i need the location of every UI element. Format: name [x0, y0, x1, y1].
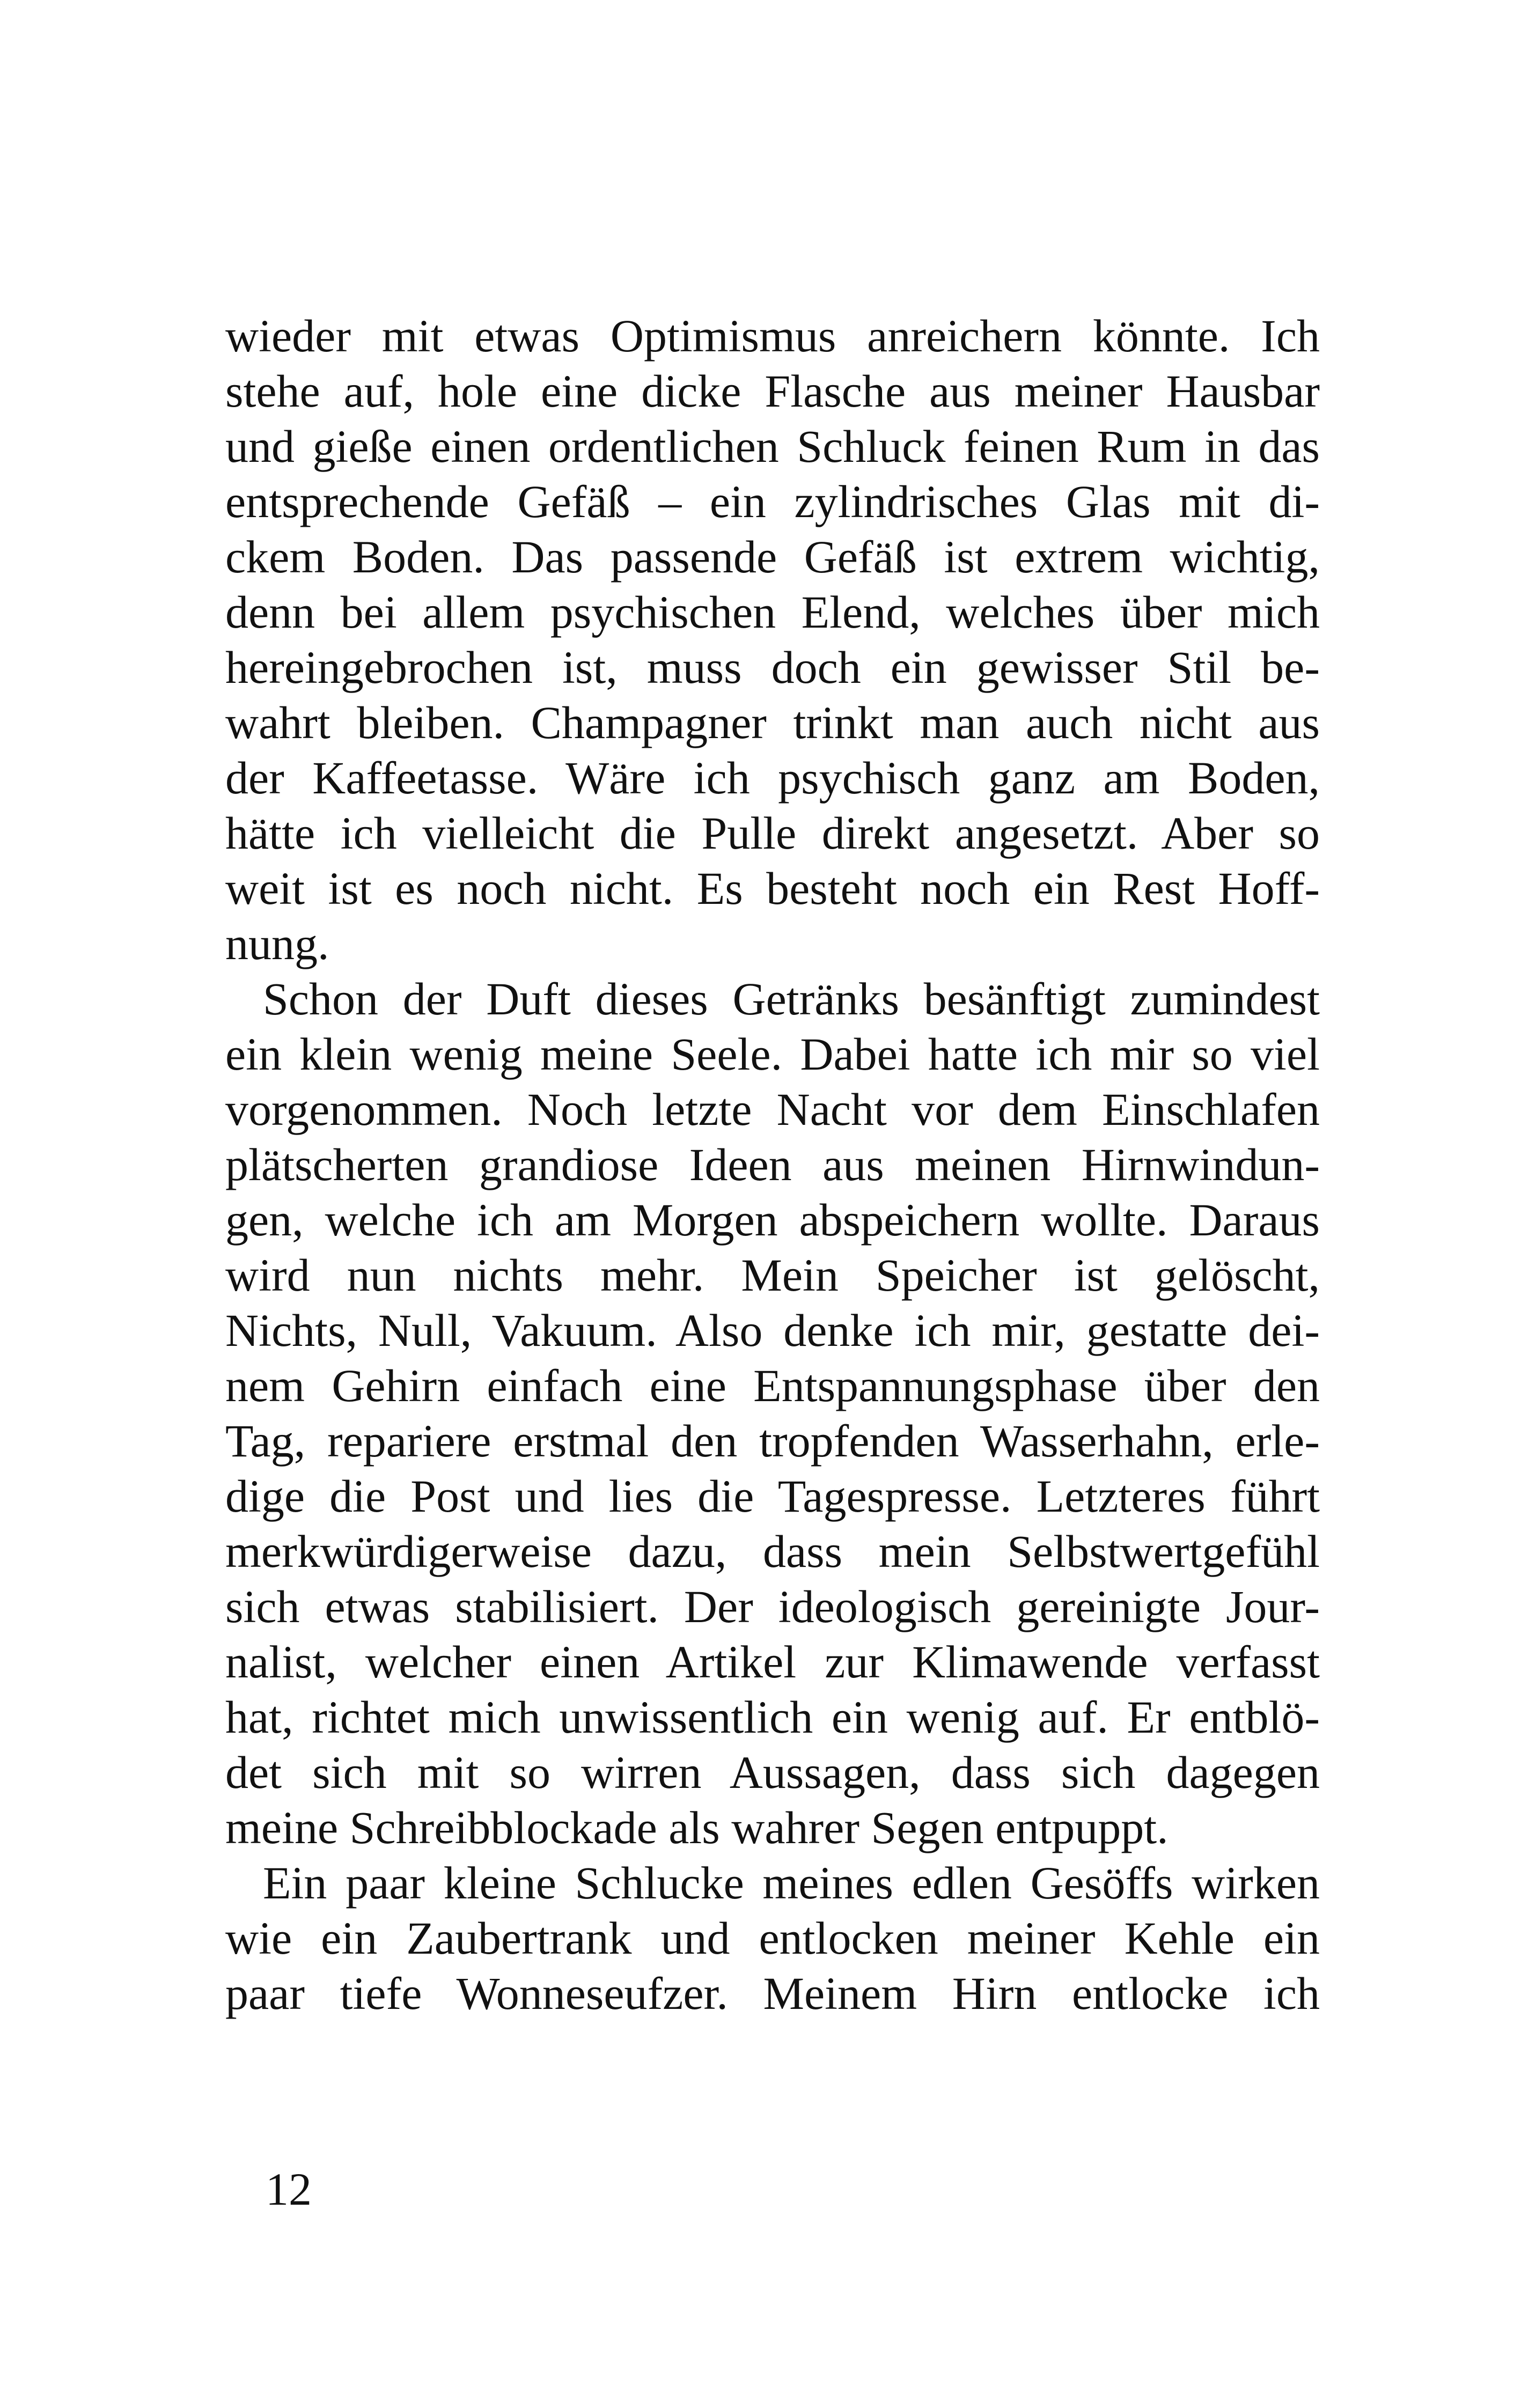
body-text — [225, 308, 1320, 2021]
paragraph-first-line: Schon der Duft dieses Getränks besänftigt zumindest — [263, 973, 1320, 1025]
text-line: plätscherten grandiose Ideen aus meinen Hirnwindun- — [225, 1139, 1320, 1190]
text-line: wie ein Zaubertrank und entlocken meiner Kehle ein — [225, 1912, 1320, 1964]
text-line: gen, welche ich am Morgen abspeichern wollte. Daraus — [225, 1194, 1320, 1246]
text-line: nem Gehirn einfach eine Entspannungsphase über den — [225, 1360, 1320, 1411]
text-line: hätte ich vielleicht die Pulle direkt angesetzt. Aber so — [225, 807, 1320, 859]
text-line: dige die Post und lies die Tagespresse. Letzteres führt — [225, 1470, 1320, 1522]
page-number: 12 — [266, 2163, 312, 2215]
text-line: denn bei allem psychischen Elend, welches über mich — [225, 586, 1320, 638]
text-line: wahrt bleiben. Champagner trinkt man auch nicht aus — [225, 697, 1320, 748]
text-line: nung. — [225, 918, 329, 969]
text-line: hereingebrochen ist, muss doch ein gewisser Stil be- — [225, 642, 1320, 693]
text-line: Nichts, Null, Vakuum. Also denke ich mir, gestatte dei- — [225, 1305, 1320, 1356]
text-line: merkwürdigerweise dazu, dass mein Selbstwertgefühl — [225, 1526, 1320, 1577]
text-line: wieder mit etwas Optimismus anreichern könnte. Ich — [225, 310, 1320, 362]
text-line: und gieße einen ordentlichen Schluck feinen Rum in das — [225, 421, 1320, 472]
text-line: ein klein wenig meine Seele. Dabei hatte ich mir so viel — [225, 1028, 1320, 1080]
text-line: der Kaffeetasse. Wäre ich psychisch ganz am Boden, — [225, 752, 1320, 804]
text-line: wird nun nichts mehr. Mein Speicher ist gelöscht, — [225, 1249, 1320, 1301]
text-line: vorgenommen. Noch letzte Nacht vor dem Einschlafen — [225, 1084, 1320, 1135]
text-line: nalist, welcher einen Artikel zur Klimawende verfasst — [225, 1636, 1320, 1688]
text-line: hat, richtet mich unwissentlich ein wenig auf. Er entblö- — [225, 1691, 1320, 1743]
text-line: ckem Boden. Das passende Gefäß ist extrem wichtig, — [225, 531, 1320, 583]
text-line: meine Schreibblockade als wahrer Segen entpuppt. — [225, 1802, 1169, 1853]
text-line: det sich mit so wirren Aussagen, dass sich dagegen — [225, 1747, 1320, 1798]
text-line: paar tiefe Wonneseufzer. Meinem Hirn entlocke ich — [225, 1968, 1320, 2019]
text-line: stehe auf, hole eine dicke Flasche aus meiner Hausbar — [225, 365, 1320, 417]
text-line: Tag, repariere erstmal den tropfenden Wasserhahn, erle- — [225, 1415, 1320, 1467]
text-line: sich etwas stabilisiert. Der ideologisch gereinigte Jour- — [225, 1581, 1320, 1632]
text-line: entsprechende Gefäß – ein zylindrisches Glas mit di- — [225, 476, 1320, 527]
paragraph-first-line: Ein paar kleine Schlucke meines edlen Gesöffs wirken — [263, 1857, 1320, 1909]
text-line: weit ist es noch nicht. Es besteht noch ein Rest Hoff- — [225, 863, 1320, 914]
